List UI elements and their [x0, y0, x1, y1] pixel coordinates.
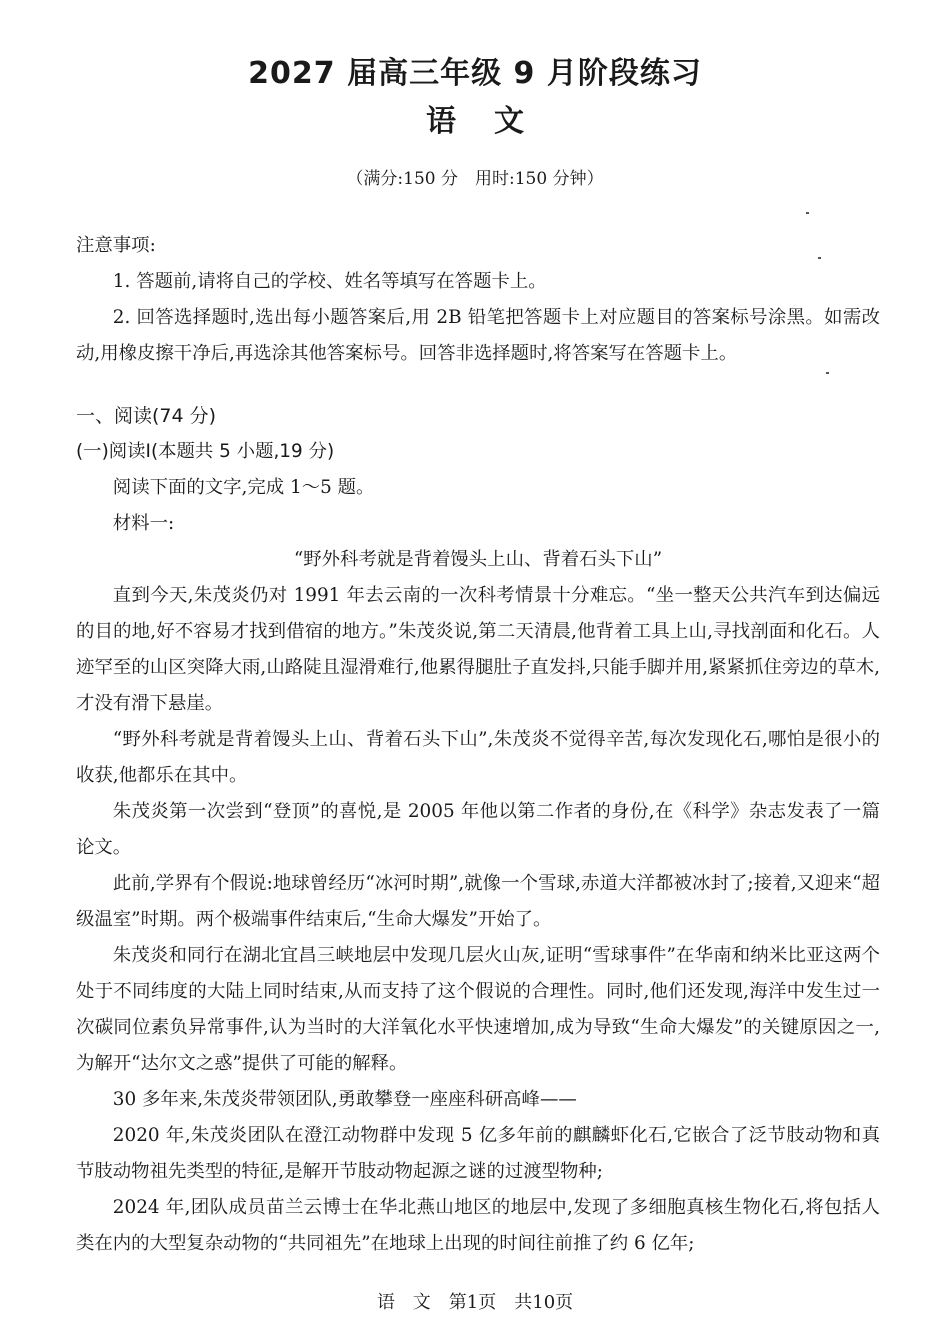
paragraph-2: “野外科考就是背着馒头上山、背着石头下山”,朱茂炎不觉得辛苦,每次发现化石,哪怕是很小的收获,他都乐在其中。 — [76, 729, 880, 786]
paragraph-6: 30 多年来,朱茂炎带领团队,勇敢攀登一座座科研高峰—— — [112, 1089, 577, 1110]
scan-speck — [826, 372, 829, 374]
exam-meta: （满分:150 分 用时:150 分钟） — [346, 169, 604, 189]
paragraph-7: 2020 年,朱茂炎团队在澄江动物群中发现 5 亿多年前的麒麟虾化石,它嵌合了泛节肢动物和真节肢动物祖先类型的特征,是解开节肢动物起源之谜的过渡型物种; — [76, 1125, 880, 1182]
exam-body — [76, 228, 880, 1262]
section-subheading: (一)阅读Ⅰ(本题共 5 小题,19 分) — [76, 441, 335, 462]
material-title: “野外科考就是背着馒头上山、背着石头下山” — [293, 549, 663, 570]
section-instruction: 阅读下面的文字,完成 1～5 题。 — [112, 477, 375, 498]
material-label: 材料一: — [112, 513, 175, 534]
paragraph-3: 朱茂炎第一次尝到“登顶”的喜悦,是 2005 年他以第二作者的身份,在《科学》杂志发表了一篇论文。 — [76, 801, 880, 858]
scan-speck — [806, 212, 809, 214]
exam-title: 2027 届高三年级 9 月阶段练习 — [248, 56, 702, 91]
section-heading: 一、阅读(74 分) — [76, 405, 217, 427]
paragraph-8: 2024 年,团队成员苗兰云博士在华北燕山地区的地层中,发现了多细胞真核生物化石,将包括人类在内的大型复杂动物的“共同祖先”在地球上出现的时间往前推了约 6 亿年; — [76, 1197, 880, 1254]
notice-item-2: 2. 回答选择题时,选出每小题答案后,用 2B 铅笔把答题卡上对应题目的答案标号涂黑。如需改动,用橡皮擦干净后,再选涂其他答案标号。回答非选择题时,将答案写在答题卡上。 — [76, 307, 880, 364]
exam-subject: 语文 — [426, 104, 562, 139]
paragraph-5: 朱茂炎和同行在湖北宜昌三峡地层中发现几层火山灰,证明“雪球事件”在华南和纳米比亚这两个处于不同纬度的大陆上同时结束,从而支持了这个假说的合理性。同时,他们还发现,海洋中发生过一次碳同位素负异常事件,认为当时的大洋氧化水平快速增加,成为导致“生命大爆发”的关键原因之一,为解开“达尔文之惑”提供了可能的解释。 — [76, 945, 880, 1074]
notice-item-1: 1. 答题前,请将自己的学校、姓名等填写在答题卡上。 — [112, 271, 547, 292]
paragraph-4: 此前,学界有个假说:地球曾经历“冰河时期”,就像一个雪球,赤道大洋都被冰封了;接着,又迎来“超级温室”时期。两个极端事件结束后,“生命大爆发”开始了。 — [76, 873, 880, 930]
scan-speck — [818, 257, 821, 259]
page-footer: 语 文 第1页 共10页 — [376, 1292, 574, 1313]
paragraph-1: 直到今天,朱茂炎仍对 1991 年去云南的一次科考情景十分难忘。“坐一整天公共汽车到达偏远的目的地,好不容易才找到借宿的地方。”朱茂炎说,第二天清晨,他背着工具上山,寻找剖面和化石。人迹罕至的山区突降大雨,山路陡且湿滑难行,他累得腿肚子直发抖,只能手脚并用,紧紧抓住旁边的草木,才没有滑下悬崖。 — [76, 585, 880, 714]
notice-heading: 注意事项: — [76, 235, 156, 256]
